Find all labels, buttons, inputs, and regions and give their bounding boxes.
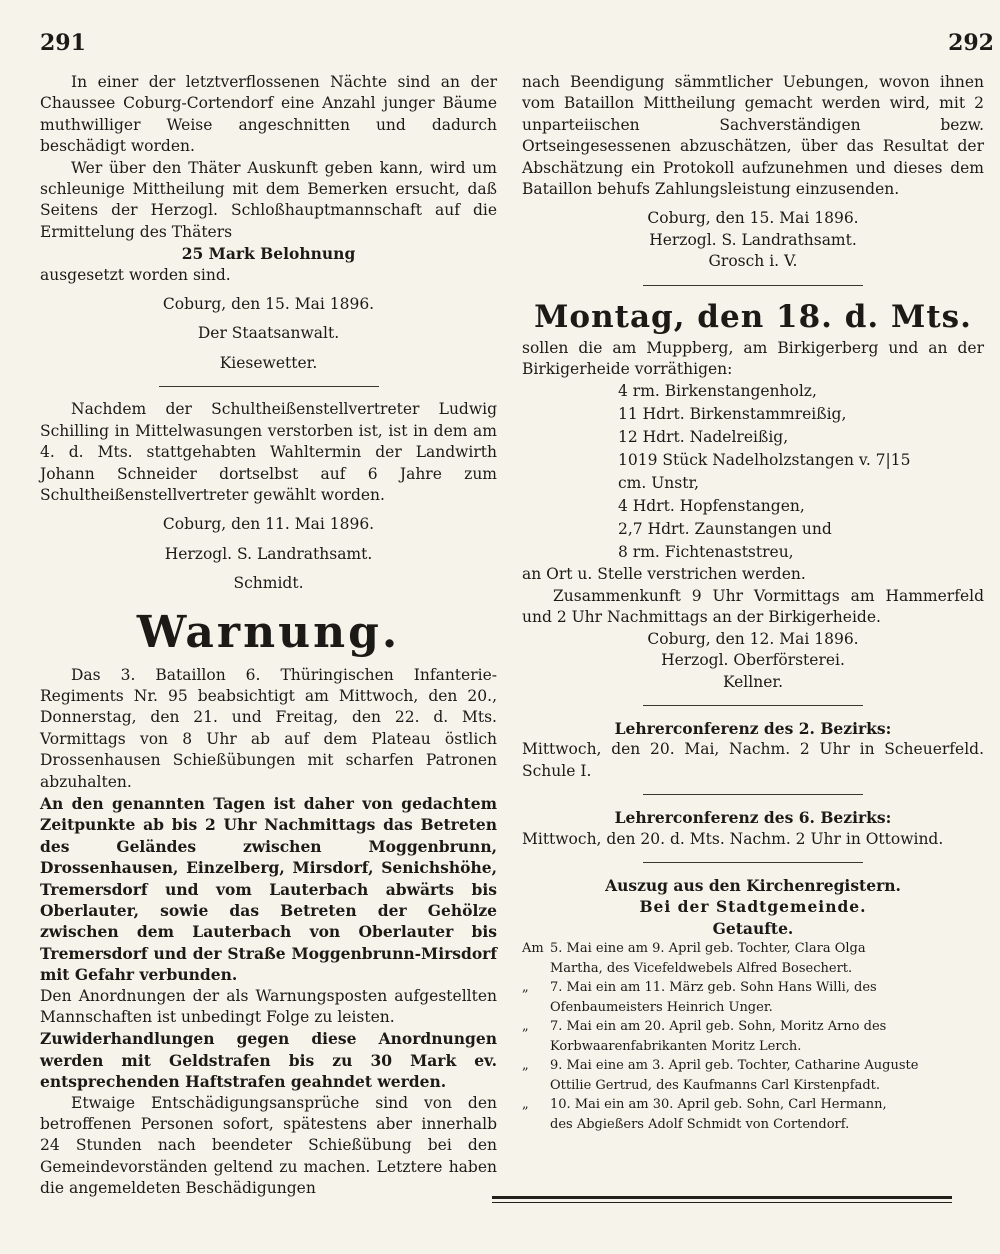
notice2-text: Nachdem der Schultheißenstellvertreter Ludwig Schilling in Mittelwasungen verstorben ist, ist in dem am 4. d. Mts. stattgehabten Wahltermin der Landwirth Johann Schneider dortselbst auf 6 Jahre zum Schultheißenstellvertreter gewählt worden.: [40, 400, 497, 504]
baptism-entry: [522, 1095, 984, 1134]
entry-line: 9. Mai eine am 3. April geb. Tochter, Catharine Auguste: [550, 1058, 919, 1074]
entry-line: Ottilie Gertrud, des Kaufmanns Carl Kirstenpfadt.: [550, 1077, 880, 1093]
notice1-date: Coburg, den 15. Mai 1896.: [162, 295, 375, 314]
warning-office: Herzogl. S. Landrathsamt.: [649, 230, 857, 249]
entry-line: 10. Mai ein am 30. April geb. Sohn, Carl Hermann,: [550, 1097, 887, 1113]
wood-item: 2,7 Hdrt. Zaunstangen und: [618, 520, 832, 539]
notice2-office: Herzogl. S. Landrathsamt.: [164, 544, 373, 563]
notice2-signer: Schmidt.: [233, 574, 304, 593]
notice1-paragraph1: In einer der letztverflossenen Nächte sind an der Chaussee Coburg-Cortendorf eine Anzahl junger Bäume muthwilliger Weise angeschnitten und dadurch beschädigt worden.: [40, 73, 497, 156]
entry-prefix: „: [522, 980, 529, 996]
baptism-entry: [522, 939, 984, 978]
auction-meeting: Zusammenkunft 9 Uhr Vormittags am Hammerfeld und 2 Uhr Nachmittags an der Birkigerheide.: [522, 586, 984, 627]
auction-outro: an Ort u. Stelle verstrichen werden.: [522, 565, 806, 584]
wood-item: 1019 Stück Nadelholzstangen v. 7|15: [618, 451, 911, 470]
conference2-title: Lehrerconferenz des 2. Bezirks:: [614, 718, 892, 738]
wood-item: 4 Hdrt. Hopfenstangen,: [618, 497, 805, 516]
divider: [643, 705, 863, 706]
conference2-text: Mittwoch, den 20. Mai, Nachm. 2 Uhr in Scheuerfeld. Schule I.: [522, 740, 984, 780]
divider: [643, 285, 863, 286]
baptism-entry: [522, 978, 984, 1017]
wood-item: 12 Hdrt. Nadelreißig,: [618, 428, 789, 447]
entry-line: 5. Mai eine am 9. April geb. Tochter, Clara Olga: [550, 941, 866, 957]
notice1-paragraph3: ausgesetzt worden sind.: [40, 265, 231, 284]
notice1-paragraph2: Wer über den Thäter Auskunft geben kann, wird um schleunige Mittheilung mit dem Bemerken ersucht, daß Seitens der Herzogl. Schloßhauptmannschaft auf die Ermittelung des Thäters: [40, 158, 497, 241]
divider: [643, 862, 863, 863]
entry-prefix: „: [522, 1019, 529, 1035]
entry-line: 7. Mai ein am 20. April geb. Sohn, Moritz Arno des: [550, 1019, 887, 1035]
auction-heading: Montag, den 18. d. Mts.: [534, 298, 972, 335]
notice2-date: Coburg, den 11. Mai 1896.: [162, 515, 375, 534]
entry-prefix: „: [522, 1097, 529, 1113]
baptism-entry: [522, 1056, 984, 1095]
warning-heading: Warnung.: [136, 606, 401, 658]
notice1-reward: 25 Mark Belohnung: [181, 244, 356, 264]
auction-signer: Kellner.: [722, 672, 784, 691]
entry-prefix: Am: [522, 941, 544, 957]
warning-paragraph2: Etwaige Entschädigungsansprüche sind von den betroffenen Personen sofort, spätestens aber innerhalb 24 Stunden nach beendeter Schießübung bei den Gemeindevorständen geltend zu machen. Letztere haben die angemeldeten Beschädigungen: [40, 1093, 497, 1198]
left-column: [40, 72, 497, 1200]
warning-paragraph1: Das 3. Bataillon 6. Thüringischen Infanterie-Regiments Nr. 95 beabsichtigt am Mittwoch, den 20., Donnerstag, den 21. und Freitag, den 22. d. Mts. Vormittags von 8 Uhr ab auf dem Plateau östlich Drossenhausen Schießübungen mit scharfen Patronen abzuhalten.: [40, 665, 497, 791]
entry-prefix: „: [522, 1058, 529, 1074]
divider: [159, 386, 379, 387]
auction-office: Herzogl. Oberförsterei.: [661, 651, 845, 670]
notice1-office: Der Staatsanwalt.: [197, 324, 340, 343]
page-number-right: 292: [948, 30, 994, 56]
wood-item: 11 Hdrt. Birkenstammreißig,: [618, 405, 847, 424]
entry-line: Korbwaarenfabrikanten Moritz Lerch.: [550, 1038, 802, 1054]
wood-item: 4 rm. Birkenstangenholz,: [618, 382, 817, 401]
warning-paragraph1c: Den Anordnungen der als Warnungsposten aufgestellten Mannschaften ist unbedingt Folge zu leisten.: [40, 986, 497, 1027]
entry-line: des Abgießers Adolf Schmidt von Cortendorf.: [550, 1116, 850, 1132]
wood-item: cm. Unstr,: [618, 474, 700, 493]
page-number-left: 291: [40, 30, 86, 56]
registers-subtitle2: Getaufte.: [712, 918, 794, 938]
conference6-text: Mittwoch, den 20. d. Mts. Nachm. 2 Uhr in Ottowind.: [522, 829, 944, 848]
entry-line: Martha, des Vicefeldwebels Alfred Bosechert.: [550, 960, 853, 976]
auction-date: Coburg, den 12. Mai 1896.: [647, 629, 859, 648]
warning-signer: Grosch i. V.: [708, 252, 798, 271]
registers-subtitle: Bei der Stadtgemeinde.: [639, 897, 867, 917]
warning-paragraph1b: An den genannten Tagen ist daher von gedachtem Zeitpunkte ab bis 2 Uhr Nachmittags das Betreten des Geländes zwischen Moggenbrunn, Drossenhausen, Einzelberg, Mirsdorf, Senichshöhe, Tremersdorf und vom Lauterbach abwärts bis Oberlauter, sowie das Betreten der Gehölze zwischen dem Lauterbach von Oberlauter bis Tremersdorf und der Straße Moggenbrunn-Mirsdorf mit Gefahr verbunden.: [40, 793, 497, 985]
entry-line: Ofenbaumeisters Heinrich Unger.: [550, 999, 773, 1015]
wood-item: 8 rm. Fichtenaststreu,: [618, 543, 794, 562]
bottom-rule: [492, 1196, 952, 1199]
bottom-rule-thin: [492, 1202, 952, 1203]
registers-title: Auszug aus den Kirchenregistern.: [605, 875, 901, 895]
wood-list: [618, 380, 984, 564]
right-column: [522, 72, 984, 1134]
baptism-entry: [522, 1017, 984, 1056]
entry-line: 7. Mai ein am 11. März geb. Sohn Hans Willi, des: [550, 980, 877, 996]
conference6-title: Lehrerconferenz des 6. Bezirks:: [614, 808, 892, 828]
warning-continuation: nach Beendigung sämmtlicher Uebungen, wovon ihnen vom Bataillon Mittheilung gemacht werden wird, mit 2 unparteiischen Sachverständigen bezw. Ortseingesessenen abzuschätzen, über das Resultat der Abschätzung ein Protokoll aufzunehmen und dieses dem Bataillon behufs Zahlungsleistung einzusenden.: [522, 73, 984, 199]
notice1-signer: Kiesewetter.: [219, 353, 318, 372]
warning-paragraph1d: Zuwiderhandlungen gegen diese Anordnungen werden mit Geldstrafen bis zu 30 Mark ev. entsprechenden Haftstrafen geahndet werden.: [40, 1029, 497, 1092]
warning-date: Coburg, den 15. Mai 1896.: [647, 209, 859, 228]
auction-intro: sollen die am Muppberg, am Birkigerberg und an der Birkigerheide vorräthigen:: [522, 338, 984, 379]
divider: [643, 794, 863, 795]
